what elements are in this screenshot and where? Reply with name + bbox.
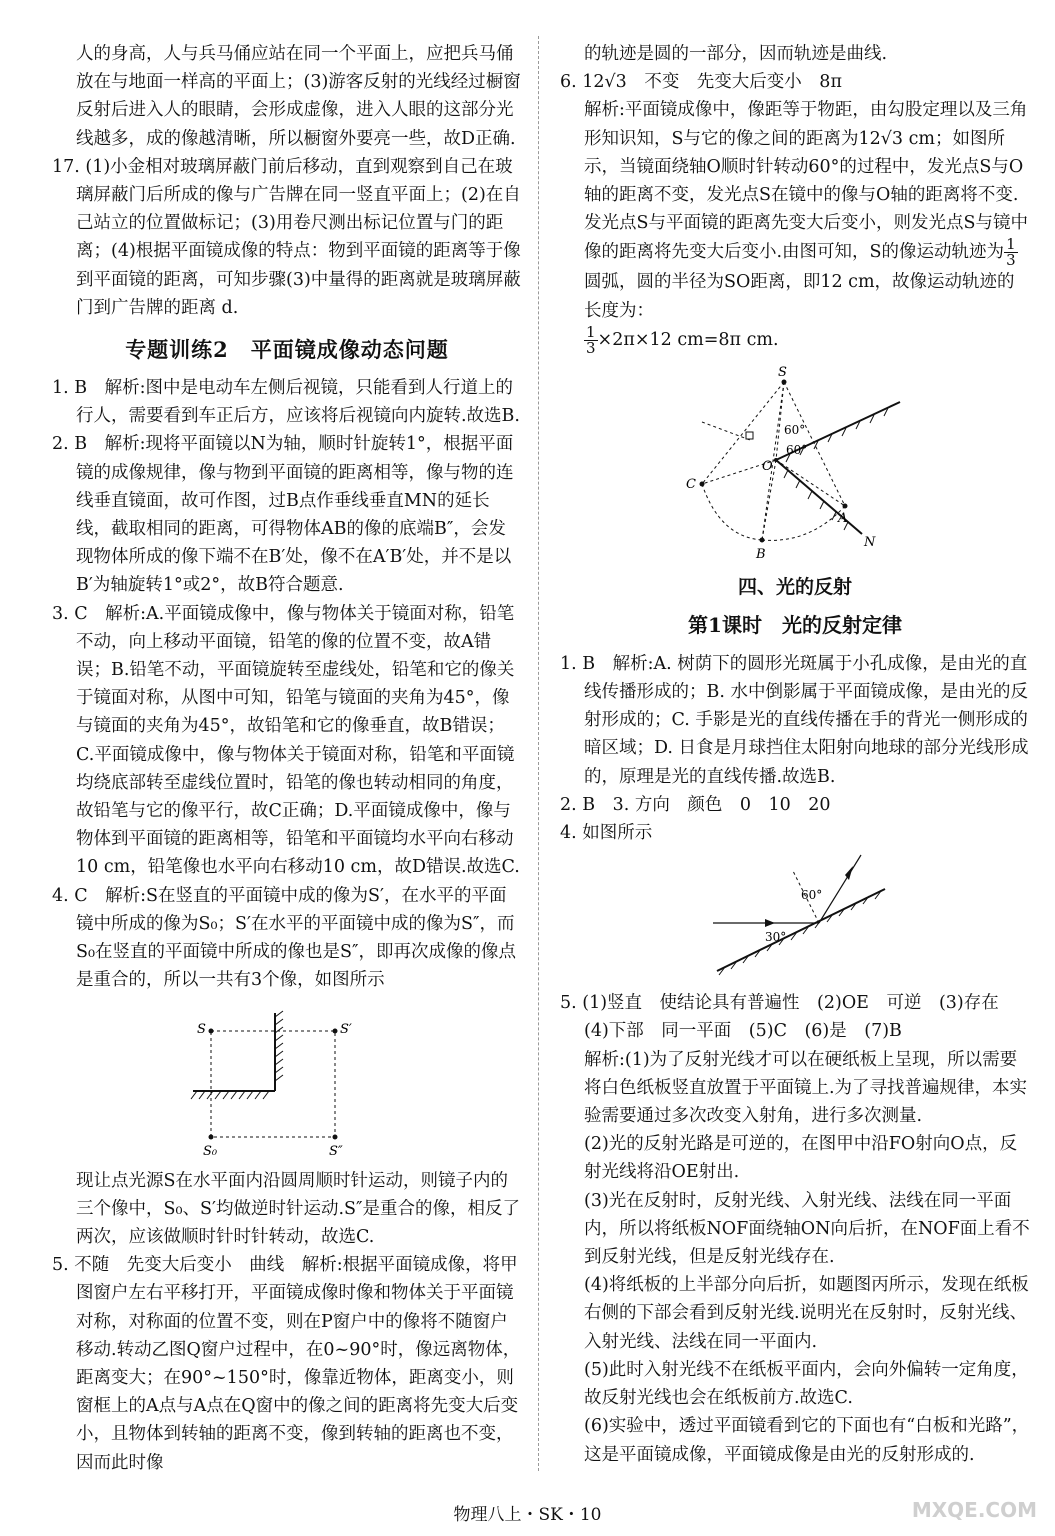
section-title: 专题训练2 平面镜成像动态问题 xyxy=(125,337,449,363)
label-o: O xyxy=(762,458,773,474)
angle-label-2: 60° xyxy=(786,442,808,457)
angle-label-1: 60° xyxy=(784,422,806,437)
answer-b5-p2: (2)光的反射光路是可逆的，在图甲中沿FO射向O点，反射光线将沿OE射出. xyxy=(584,1134,1018,1183)
answer-6-head: 6. 12√3 不变 先变大后变小 8π xyxy=(560,72,842,93)
fraction-numerator-calc: 1 xyxy=(586,322,596,341)
answer-4: 4. C 解析:S在竖直的平面镜中成的像为S′，在水平的平面镜中所成的像为S₀；S′在水平的平面镜中成的像为S″，而S₀在竖直的平面镜中所成的像也是S″，即再次成像的像点是重合的，所以一共有3个像，如图所示 xyxy=(52,885,517,991)
answer-6-text-1: 解析:平面镜成像中，像距等于物距，由勾股定理以及三角形知识知，S与它的像之间的距离为12√3 cm；如图所示，当镜面绕轴O顺时针转动60°的过程中，发光点S与O轴的距离不变，发光点S在镜中的像与O轴的距离将不变.发光点S与平面镜的距离先变大后变小，则发光点S与镜中像的距离将先变大后变小.由图可知，S的像运动轨迹为 xyxy=(584,100,1028,263)
answer-b5-head-2: (4)下部 同一平面 (5)C (6)是 (7)B xyxy=(584,1021,902,1042)
label-s0: S₀ xyxy=(203,1143,218,1159)
answer-b5-p3: (3)光在反射时，反射光线、入射光线、法线在同一平面内，所以将纸板NOF面绕轴ON向后折，在NOF面上看不到反射光线，但是反射光线存在. xyxy=(584,1190,1030,1268)
answer-6-explanation xyxy=(560,96,1030,324)
answer-5: 5. 不随 先变大后变小 曲线 解析:根据平面镜成像，将甲图窗户左右平移打开，平面镜成像时像和物体关于平面镜对称，对称面的位置不变，则在P窗户中的像将不随窗户移动.转动乙图Q窗户过程中，在0~90°时，像远离物体，距离变大；在90°~150°时，像靠近物体，距离变小，则窗框上的A点与A点在Q窗中的像之间的距离将先变大后变小，且物体到转轴的距离不变，像到转轴的距离也不变，因而此时像 xyxy=(52,1255,521,1473)
column-divider xyxy=(538,36,540,1471)
answer-6-calc-text: ×2π×12 cm=8π cm. xyxy=(597,329,779,350)
left-column xyxy=(52,40,522,1477)
rotating-mirror-figure xyxy=(680,362,910,562)
label-s-double-prime: S″ xyxy=(329,1143,343,1159)
watermark-logo: MXQE.COM xyxy=(911,1498,1037,1522)
answer-b5-p5: (5)此时入射光线不在纸板平面内，会向外偏转一定角度，故反射光线也会在纸板前方.故选C. xyxy=(584,1359,1029,1409)
answer-b5-p1: 解析:(1)为了反射光线才可以在硬纸板上呈现，所以需要将白色纸板竖直放置于平面镜上.为了寻找普遍规律，本实验需要通过多次改变入射角，进行多次测量. xyxy=(584,1049,1028,1127)
answer-b5-head-1: 5. (1)竖直 使结论具有普遍性 (2)OE 可逆 (3)存在 xyxy=(560,993,999,1014)
fraction-one-third-calc xyxy=(584,322,598,357)
label-c: C xyxy=(686,476,696,492)
fraction-numerator: 1 xyxy=(1006,235,1016,254)
right-column xyxy=(560,40,1030,1469)
answer-b2-b3: 2. B 3. 方向 颜色 0 10 20 xyxy=(560,794,831,815)
answer-5-continuation: 的轨迹是圆的一部分，因而轨迹是曲线. xyxy=(584,44,888,64)
label-a: A xyxy=(838,510,848,526)
answer-3: 3. C 解析:A.平面镜成像中，像与物体关于镜面对称，铅笔不动，向上移动平面镜，铅笔的像的位置不变，故A错误；B.铅笔不动，平面镜旋转至虚线处，铅笔和它的像关于镜面对称，从图中可知，铅笔与镜面的夹角为45°，像与镜面的夹角为45°，故铅笔和它的像垂直，故B错误；C.平面镜成像中，像与物体关于镜面对称，铅笔和平面镜均绕底部转至虚线位置时，铅笔的像也转动相同的角度，故铅笔与它的像平行，故C正确；D.平面镜成像中，像与物体到平面镜的距离相等，铅笔和平面镜均水平向右移动10 cm，铅笔像也水平向右移动10 cm，故D错误.故选C. xyxy=(52,603,520,878)
answer-b1: 1. B 解析:A. 树荫下的圆形光斑属于小孔成像，是由光的直线传播形成的；B. 水中倒影属于平面镜成像，是由光的反射形成的；C. 手影是光的直线传播在手的背光一侧形成的暗区域；D. 日食是月球挡住太阳射向地球的部分光线形成的，原理是光的直线传播.故选B. xyxy=(560,653,1029,787)
fraction-one-third xyxy=(1004,237,1018,268)
angle-label-30: 30° xyxy=(765,930,787,945)
answer-b5-p4: (4)将纸板的上半部分向后折，如题图丙所示，发现在纸板右侧的下部会看到反射光线.说明光在反射时，反射光线、入射光线、法线在同一平面内. xyxy=(584,1275,1029,1352)
fraction-denominator-calc: 3 xyxy=(586,338,596,357)
answer-b4: 4. 如图所示 xyxy=(560,823,653,844)
answer-2: 2. B 解析:现将平面镜以N为轴，顺时针旋转1°，根据平面镜的成像规律，像与物到平面镜的距离相等，像与物的连线垂直镜面，故可作图，过B点作垂线垂直MN的延长线，截取相同的距离，可得物体AB的像的底端B″，会发现物体所成的像下端不在B′处，像不在A′B′处，并不是以B′为轴旋转1°或2°，故B符合题意. xyxy=(52,434,514,596)
answer-6-text-2: 圆弧，圆的半径为SO距离，即12 cm，故像运动轨迹的长度为： xyxy=(584,272,1015,321)
label-s: S xyxy=(197,1021,206,1037)
answer-6-calc xyxy=(560,322,1030,357)
lesson-title: 第1课时 光的反射定律 xyxy=(688,612,902,637)
section-4-title: 四、光的反射 xyxy=(737,575,852,598)
angle-label-60: 60° xyxy=(801,888,823,903)
label-s-prime: S′ xyxy=(340,1021,352,1037)
reflection-figure xyxy=(685,853,905,983)
answer-4-continuation: 现让点光源S在水平面内沿圆周顺时针运动，则镜子内的三个像中，S₀、S′均做逆时针运动.S″是重合的像，相反了两次，应该做顺时针时针转动，故选C. xyxy=(76,1170,521,1247)
label-b: B xyxy=(756,546,766,562)
page-footer: 物理八上・SK・10 xyxy=(453,1505,602,1525)
q17-answer: 17. (1)小金相对玻璃屏蔽门前后移动，直到观察到自己在玻璃屏蔽门后所成的像与广告牌在同一竖直平面上；(2)在自己站立的位置做标记；(3)用卷尺测出标记位置与门的距离；(4)根据平面镜成像的特点：物到平面镜的距离等于像到平面镜的距离，可知步骤(3)中量得的距离就是玻璃屏蔽门到广告牌的距离 d. xyxy=(52,156,521,318)
label-s: S xyxy=(778,364,787,380)
mirror-images-figure xyxy=(187,1001,387,1161)
answer-b5-p6: (6)实验中，透过平面镜看到它的下面也有“白板和光路”，这是平面镜成像，平面镜成像是由光的反射形成的. xyxy=(584,1416,1030,1465)
label-n: N xyxy=(864,534,876,550)
q16-continuation: 人的身高，人与兵马俑应站在同一个平面上，应把兵马俑放在与地面一样高的平面上；(3)游客反射的光线经过橱窗反射后进入人的眼睛，会形成虚像，进入人眼的这部分光线越多，成的像越清晰，所以橱窗外要亮一些，故D正确. xyxy=(76,44,521,149)
answer-1: 1. B 解析:图中是电动车左侧后视镜，只能看到人行道上的行人，需要看到车正后方，应该将后视镜向内旋转.故选B. xyxy=(52,378,520,427)
fraction-denominator: 3 xyxy=(1006,251,1016,270)
